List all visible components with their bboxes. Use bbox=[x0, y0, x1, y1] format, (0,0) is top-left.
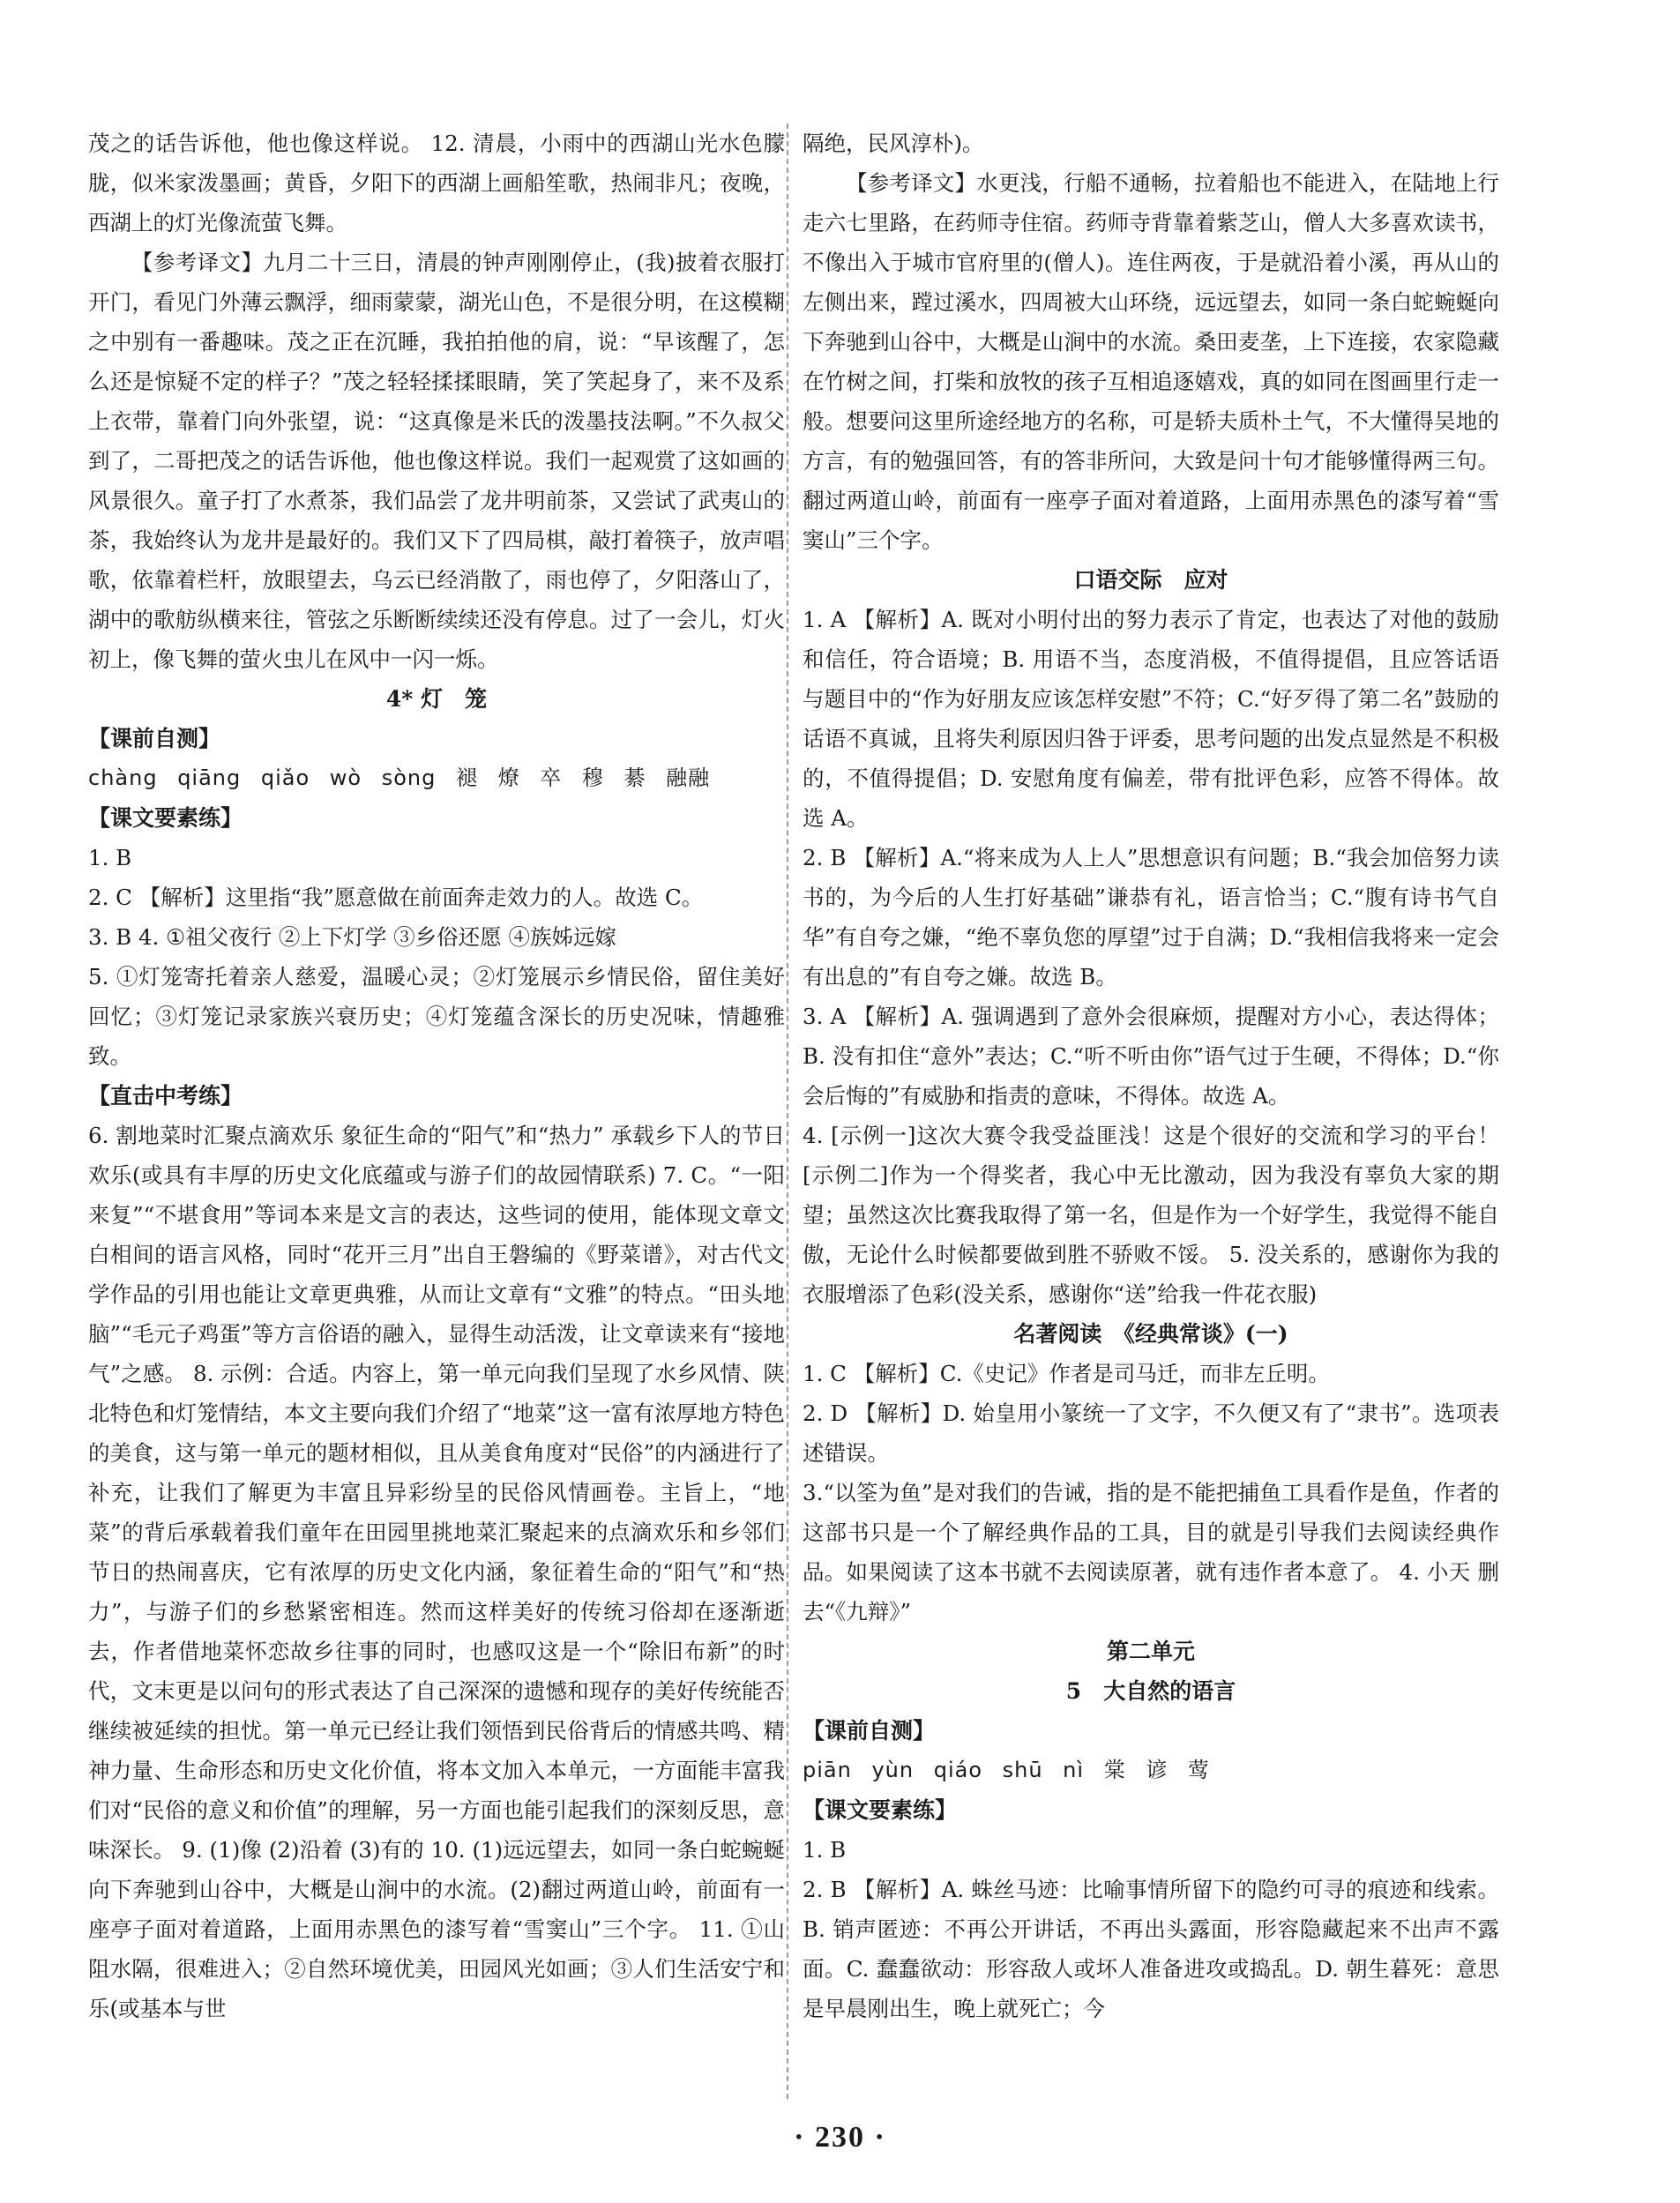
answer-item: 2. C 【解析】这里指“我”愿意做在前面奔走效力的人。故选 C。 bbox=[88, 885, 704, 910]
unit-title: 第二单元 bbox=[1106, 1639, 1195, 1664]
section-title: 名著阅读 《经典常谈》(一) bbox=[1013, 1321, 1288, 1347]
right-column bbox=[803, 123, 1499, 2028]
answer-item: 1. C 【解析】C.《史记》作者是司马迁，而非左丘明。 bbox=[803, 1361, 1330, 1386]
answer-item: 2. B 【解析】A. 蛛丝马迹：比喻事情所留下的隐约可寻的痕迹和线索。B. 销声匿迹：不再公开讲话，不再出头露面，形容隐藏起来不出声不露面。C. 蠢蠢欲动：形容敌人或坏人准备进攻或捣乱。D. 朝生暮死：意思是早晨刚出生，晚上就死亡；今 bbox=[803, 1877, 1499, 2021]
lesson-title: 4* 灯 笼 bbox=[385, 686, 488, 712]
pinyin-answers: piān yùn qiáo shū nì 棠 谚 莺 bbox=[803, 1758, 1210, 1782]
section-heading: 【课文要素练】 bbox=[88, 805, 243, 831]
answer-item: 1. A 【解析】A. 既对小明付出的努力表示了肯定，也表达了对他的鼓励和信任，符合语境；B. 用语不当，态度消极，不值得提倡，且应答话语与题目中的“作为好朋友应该怎样安慰”不符；C.“好歹得了第二名”鼓励的话语不真诚，且将失利原因归咎于评委，思考问题的出发点显然是不积极的，不值得提倡；D. 安慰角度有偏差，带有批评色彩，应答不得体。故选 A。 bbox=[803, 607, 1499, 831]
answer-item: 1. B bbox=[803, 1837, 847, 1863]
lesson-title: 5 大自然的语言 bbox=[1065, 1678, 1236, 1704]
answer-item: 5. ①灯笼寄托着亲人慈爱，温暖心灵；②灯笼展示乡情民俗，留住美好回忆；③灯笼记录家族兴衰历史；④灯笼蕴含深长的历史况味，情趣雅致。 bbox=[88, 964, 785, 1069]
left-column bbox=[88, 123, 785, 2028]
answer-item: 1. B bbox=[88, 845, 132, 870]
translation-paragraph: 【参考译文】九月二十三日，清晨的钟声刚刚停止，(我)披着衣服打开门，看见门外薄云飘浮，细雨蒙蒙，湖光山色，不是很分明，在这模糊之中别有一番趣味。茂之正在沉睡，我拍拍他的肩，说：“早该醒了，怎么还是惊疑不定的样子？”茂之轻轻揉揉眼睛，笑了笑起身了，来不及系上衣带，靠着门向外张望，说：“这真像是米氏的泼墨技法啊。”不久叔父到了，二哥把茂之的话告诉他，他也像这样说。我们一起观赏了这如画的风景很久。童子打了水煮茶，我们品尝了龙井明前茶，又尝试了武夷山的茶，我始终认为龙井是最好的。我们又下了四局棋，敲打着筷子，放声唱歌，依靠着栏杆，放眼望去，乌云已经消散了，雨也停了，夕阳落山了，湖中的歌舫纵横来往，管弦之乐断断续续还没有停息。过了一会儿，灯火初上，像飞舞的萤火虫儿在风中一闪一烁。 bbox=[88, 250, 785, 672]
paragraph: 隔绝，民风淳朴)。 bbox=[803, 131, 984, 156]
answer-item: 4. [示例一]这次大赛令我受益匪浅！这是个很好的交流和学习的平台！[示例二]作为一个得奖者，我心中无比激动，因为我没有辜负大家的期望；虽然这次比赛我取得了第一名，但是作为一个好学生，我觉得不能自傲，无论什么时候都要做到胜不骄败不馁。 5. 没关系的，感谢你为我的衣服增添了色彩(没关系，感谢你“送”给我一件花衣服) bbox=[803, 1123, 1499, 1307]
answer-item: 3. A 【解析】A. 强调遇到了意外会很麻烦，提醒对方小心，表达得体；B. 没有扣住“意外”表达；C.“听不听由你”语气过于生硬，不得体；D.“你会后悔的”有威胁和指责的意味，不得体。故选 A。 bbox=[803, 1004, 1499, 1109]
section-heading: 【课文要素练】 bbox=[803, 1797, 958, 1823]
answer-item: 6. 割地菜时汇聚点滴欢乐 象征生命的“阳气”和“热力” 承载乡下人的节日欢乐(或具有丰厚的历史文化底蕴或与游子们的故园情联系) 7. C。“一阳来复”“不堪食用”等词本来是文言的表达，这些词的使用，能体现文章文白相间的语言风格，同时“花开三月”出自王磐编的《野菜谱》，对古代文学作品的引用也能让文章更典雅，从而让文章有“文雅”的特点。“田头地脑”“毛元子鸡蛋”等方言俗语的融入，显得生动活泼，让文章读来有“接地气”之感。 8. 示例：合适。内容上，第一单元向我们呈现了水乡风情、陕北特色和灯笼情结，本文主要向我们介绍了“地菜”这一富有浓厚地方特色的美食，这与第一单元的题材相似，且从美食角度对“民俗”的内涵进行了补充，让我们了解更为丰富且异彩纷呈的民俗风情画卷。主旨上，“地菜”的背后承载着我们童年在田园里挑地菜汇聚起来的点滴欢乐和乡邻们节日的热闹喜庆，它有浓厚的历史文化内涵，象征着生命的“阳气”和“热力”，与游子们的乡愁紧密相连。然而这样美好的传统习俗却在逐渐逝去，作者借地菜怀恋故乡往事的同时，也感叹这是一个“除旧布新”的时代，文末更是以问句的形式表达了自己深深的遗憾和现存的美好传统能否继续被延续的担忧。第一单元已经让我们领悟到民俗背后的情感共鸣、精神力量、生命形态和历史文化价值，将本文加入本单元，一方面能丰富我们对“民俗的意义和价值”的理解，另一方面也能引起我们的深刻反思，意味深长。 9. (1)像 (2)沿着 (3)有的 10. (1)远远望去，如同一条白蛇蜿蜒向下奔驰到山谷中，大概是山涧中的水流。(2)翻过两道山岭，前面有一座亭子面对着道路，上面用赤黑色的漆写着“雪窦山”三个字。 11. ①山阻水隔，很难进入；②自然环境优美，田园风光如画；③人们生活安宁和乐(或基本与世 bbox=[88, 1123, 785, 2021]
pinyin-answers: chàng qiāng qiǎo wò sòng 褪 燎 卒 穆 綦 融融 bbox=[88, 765, 711, 790]
answer-item: 3. B 4. ①祖父夜行 ②上下灯学 ③乡俗还愿 ④族姊远嫁 bbox=[88, 924, 616, 950]
section-heading: 【课前自测】 bbox=[88, 726, 221, 751]
column-divider bbox=[787, 123, 788, 2099]
answer-item: 3.“以筌为鱼”是对我们的告诫，指的是不能把捕鱼工具看作是鱼，作者的这部书只是一个了解经典作品的工具，目的就是引导我们去阅读经典作品。如果阅读了这本书就不去阅读原著，就有违作者本意了。 4. 小天 删去“《九辩》” bbox=[803, 1480, 1499, 1624]
answer-item: 2. B 【解析】A.“将来成为人上人”思想意识有问题；B.“我会加倍努力读书的，为今后的人生打好基础”谦恭有礼，语言恰当；C.“腹有诗书气自华”有自夸之嫌，“绝不辜负您的厚望”过于自满；D.“我相信我将来一定会有出息的”有自夸之嫌。故选 B。 bbox=[803, 845, 1499, 989]
section-heading: 【直击中考练】 bbox=[88, 1083, 243, 1109]
section-title: 口语交际 应对 bbox=[1073, 567, 1228, 593]
section-heading: 【课前自测】 bbox=[803, 1718, 936, 1744]
translation-paragraph: 【参考译文】水更浅，行船不通畅，拉着船也不能进入，在陆地上行走六七里路，在药师寺住宿。药师寺背靠着紫芝山，僧人大多喜欢读书，不像出入于城市官府里的(僧人)。连住两夜，于是就沿着小溪，再从山的左侧出来，蹚过溪水，四周被大山环绕，远远望去，如同一条白蛇蜿蜒向下奔驰到山谷中，大概是山涧中的水流。桑田麦垄，上下连接，农家隐藏在竹树之间，打柴和放牧的孩子互相追逐嬉戏，真的如同在图画里行走一般。想要问这里所途经地方的名称，可是轿夫质朴土气，不大懂得吴地的方言，有的勉强回答，有的答非所问，大致是问十句才能够懂得两三句。翻过两道山岭，前面有一座亭子面对着道路，上面用赤黑色的漆写着“雪窦山”三个字。 bbox=[803, 170, 1499, 553]
paragraph: 茂之的话告诉他，他也像这样说。 12. 清晨，小雨中的西湖山光水色朦胧，似米家泼墨画；黄昏，夕阳下的西湖上画船笙歌，热闹非凡；夜晚，西湖上的灯光像流萤飞舞。 bbox=[88, 131, 785, 235]
answer-item: 2. D 【解析】D. 始皇用小篆统一了文字，不久便又有了“隶书”。选项表述错误。 bbox=[803, 1400, 1499, 1466]
page-number: · 230 · bbox=[794, 2121, 886, 2154]
